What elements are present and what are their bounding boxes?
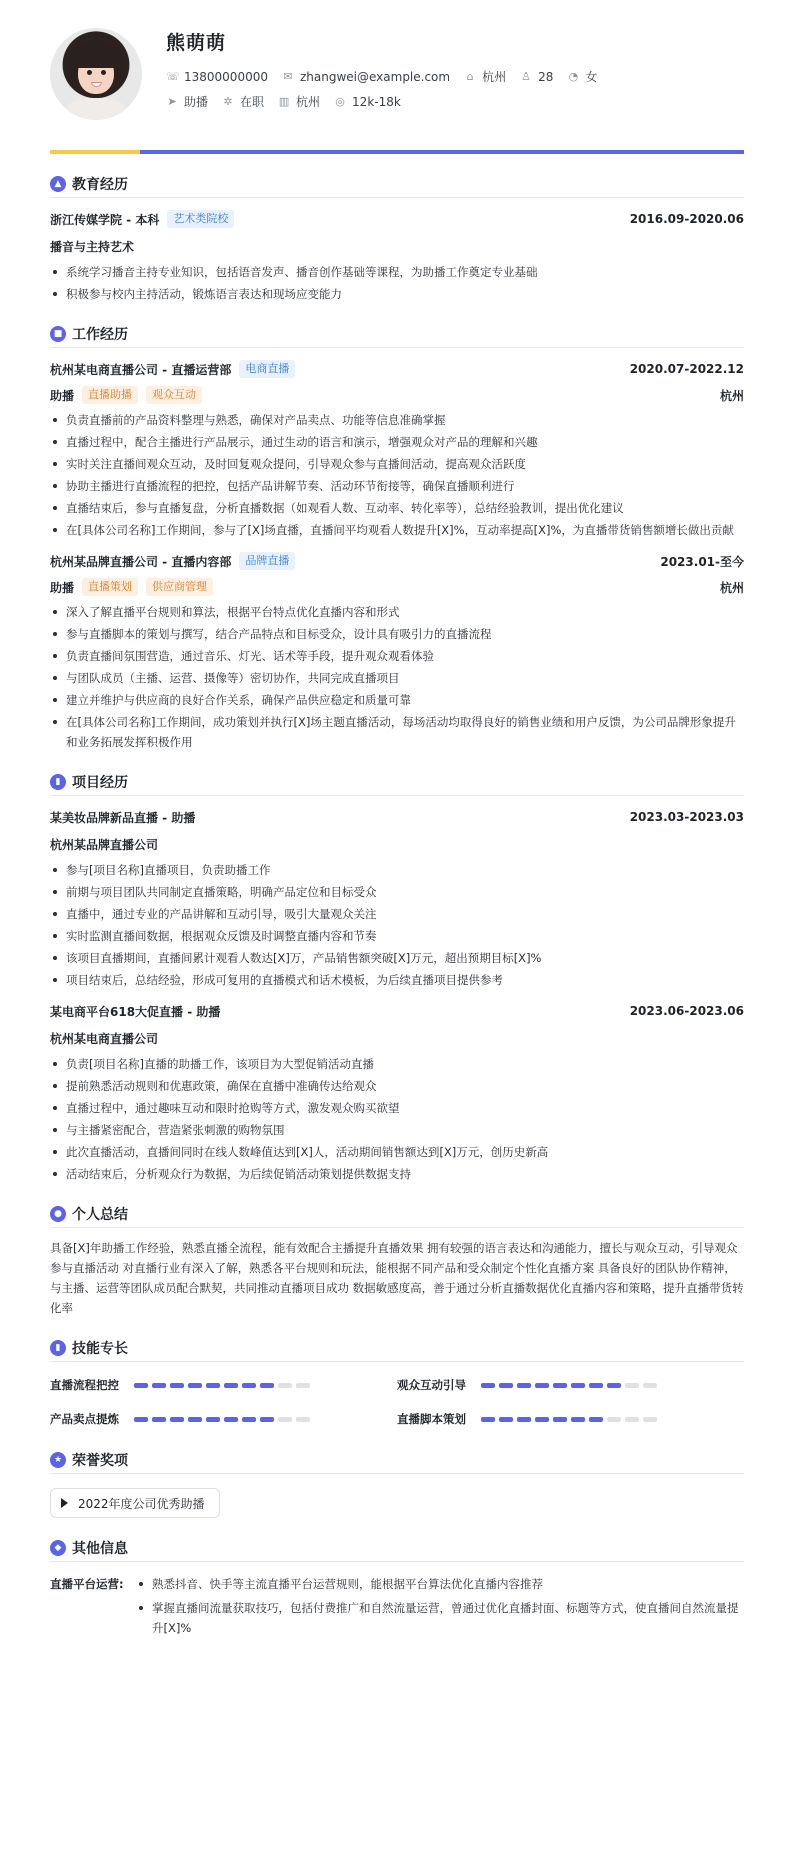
skill-segment [607, 1383, 621, 1388]
skill-name: 直播流程把控 [50, 1378, 119, 1392]
skill-segment [152, 1417, 166, 1422]
skill-segment [589, 1383, 603, 1388]
skill-segment [625, 1383, 639, 1388]
info-icon: ◆ [50, 1540, 66, 1556]
skill-segment [499, 1417, 513, 1422]
skill-level-bar [134, 1417, 314, 1422]
skill-item [397, 1408, 744, 1430]
email-icon: ✉ [283, 69, 293, 83]
other-label: 直播平台运营: [50, 1577, 124, 1591]
skill-segment [170, 1383, 184, 1388]
skill-segment [499, 1383, 513, 1388]
skill-item [50, 1374, 397, 1396]
project-entry [50, 806, 744, 990]
skill-segment [535, 1417, 549, 1422]
job-role: 助播 [50, 580, 75, 595]
header-accent-bar [50, 150, 744, 154]
work-bullets [50, 602, 744, 752]
school-name: 浙江传媒学院 - 本科 [50, 212, 160, 227]
skill-segment [553, 1417, 567, 1422]
job-status: 在职 [240, 95, 265, 109]
skill-item [397, 1374, 744, 1396]
age: 28 [538, 69, 554, 84]
status-icon: ✲ [223, 94, 233, 108]
bar-chart-icon: ▮ [50, 1340, 66, 1356]
skill-segment [170, 1417, 184, 1422]
skill-segment [517, 1383, 531, 1388]
work-entry [50, 550, 744, 752]
skill-tag: 观众互动 [146, 386, 202, 404]
section-title: 工作经历 [72, 326, 128, 343]
phone-icon: ☏ [166, 69, 180, 83]
company-name: 杭州某品牌直播公司 - 直播内容部 [50, 554, 232, 569]
skill-level-bar [134, 1383, 314, 1388]
list-item: 直播中，通过专业的产品讲解和互动引导，吸引大量观众关注 [50, 904, 744, 924]
school-tag: 艺术类院校 [167, 210, 234, 228]
project-period: 2023.03-2023.03 [629, 810, 744, 824]
skills-section [50, 1338, 744, 1430]
skill-segment [152, 1383, 166, 1388]
company-name: 杭州某电商直播公司 - 直播运营部 [50, 362, 232, 377]
home-icon: ⌂ [466, 69, 474, 83]
skill-segment [643, 1417, 657, 1422]
skill-level-bar [481, 1383, 661, 1388]
project-name: 某电商平台618大促直播 - 助播 [50, 1004, 221, 1019]
skill-segment [553, 1383, 567, 1388]
list-item: 直播过程中，通过趣味互动和限时抢购等方式，激发观众购买欲望 [50, 1098, 744, 1118]
list-item: 直播结束后，参与直播复盘，分析直播数据（如观看人数、互动率、转化率等），总结经验教训，提出优化建议 [50, 498, 744, 518]
skill-segment [589, 1417, 603, 1422]
intent-row [166, 89, 611, 114]
salary-icon: ◎ [335, 94, 345, 108]
gender: 女 [585, 70, 598, 84]
section-title: 其他信息 [72, 1540, 128, 1557]
industry-tag: 品牌直播 [239, 552, 295, 570]
expected-salary: 12k-18k [352, 94, 401, 109]
list-item: 建立并维护与供应商的良好合作关系，确保产品供应稳定和质量可靠 [50, 690, 744, 710]
list-item: 掌握直播间流量获取技巧，包括付费推广和自然流量运营，曾通过优化直播封面、标题等方式，使直播间自然流量提升[X]% [136, 1598, 744, 1638]
skill-segment [242, 1383, 256, 1388]
project-company: 杭州某电商直播公司 [50, 1032, 159, 1046]
skill-item [50, 1408, 397, 1430]
skill-level-bar [481, 1417, 661, 1422]
skill-segment [188, 1417, 202, 1422]
list-item: 此次直播活动，直播间同时在线人数峰值达到[X]人，活动期间销售额达到[X]万元，创历史新高 [50, 1142, 744, 1162]
skill-tag: 直播助播 [82, 386, 138, 404]
industry-tag: 电商直播 [239, 360, 295, 378]
list-item: 在[具体公司名称]工作期间，参与了[X]场直播，直播间平均观看人数提升[X]%，互动率提高[X]%，为直播带货销售额增长做出贡献 [50, 520, 744, 540]
list-item: 实时监测直播间数据，根据观众反馈及时调整直播内容和节奏 [50, 926, 744, 946]
skill-segment [296, 1383, 310, 1388]
work-period: 2023.01-至今 [660, 554, 744, 569]
job-role: 助播 [50, 388, 75, 403]
skill-segment [481, 1383, 495, 1388]
user-icon: ● [50, 1206, 66, 1222]
list-item: 深入了解直播平台规则和算法，根据平台特点优化直播内容和形式 [50, 602, 744, 622]
target-position: 助播 [184, 95, 209, 109]
gender-icon: ◔ [568, 69, 579, 83]
skill-name: 产品卖点提炼 [50, 1412, 119, 1426]
education-bullets [50, 262, 744, 304]
skill-segment [242, 1417, 256, 1422]
project-period: 2023.06-2023.06 [629, 1004, 744, 1018]
city: 杭州 [482, 70, 507, 84]
skill-segment [134, 1383, 148, 1388]
phone-number: 13800000000 [184, 69, 268, 84]
project-name: 某美妆品牌新品直播 - 助播 [50, 810, 196, 825]
skill-segment [260, 1417, 274, 1422]
skill-segment [535, 1383, 549, 1388]
list-item: 协助主播进行直播流程的把控，包括产品讲解节奏、活动环节衔接等，确保直播顺利进行 [50, 476, 744, 496]
list-item: 活动结束后，分析观众行为数据，为后续促销活动策划提供数据支持 [50, 1164, 744, 1184]
list-item: 参与[项目名称]直播项目，负责助播工作 [50, 860, 744, 880]
projects-section [50, 772, 744, 1184]
education-section [50, 174, 744, 304]
skill-tag: 供应商管理 [146, 578, 213, 596]
section-title: 个人总结 [72, 1206, 128, 1223]
project-bullets [50, 860, 744, 990]
candidate-name: 熊萌萌 [166, 32, 227, 54]
skill-segment [206, 1417, 220, 1422]
age-icon: ♙ [521, 69, 532, 83]
work-location: 杭州 [719, 580, 744, 595]
honors-section [50, 1450, 744, 1518]
list-item: 与主播紧密配合，营造紧张刺激的购物氛围 [50, 1120, 744, 1140]
graduation-cap-icon: ▲ [50, 176, 66, 192]
project-company: 杭州某品牌直播公司 [50, 838, 159, 852]
email-address: zhangwei@example.com [299, 69, 451, 84]
skill-tag: 直播策划 [82, 578, 138, 596]
work-location: 杭州 [719, 388, 744, 403]
award-badge [50, 1488, 220, 1518]
list-item: 系统学习播音主持专业知识，包括语音发声、播音创作基础等课程，为助播工作奠定专业基础 [50, 262, 744, 282]
list-item: 与团队成员（主播、运营、摄像等）密切协作，共同完成直播项目 [50, 668, 744, 688]
project-entry [50, 1000, 744, 1184]
section-title: 荣誉奖项 [72, 1452, 128, 1469]
skill-name: 观众互动引导 [397, 1378, 466, 1392]
list-item: 该项目直播期间，直播间累计观看人数达[X]万，产品销售额突破[X]万元，超出预期目标[X]% [50, 948, 744, 968]
section-title: 教育经历 [72, 176, 128, 193]
list-item: 在[具体公司名称]工作期间，成功策划并执行[X]场主题直播活动，每场活动均取得良好的销售业绩和用户反馈，为公司品牌形象提升和业务拓展发挥积极作用 [50, 712, 744, 752]
skill-segment [134, 1417, 148, 1422]
skill-segment [607, 1417, 621, 1422]
summary-section [50, 1204, 744, 1318]
skill-segment [206, 1383, 220, 1388]
list-item: 提前熟悉活动规则和优惠政策，确保在直播中准确传达给观众 [50, 1076, 744, 1096]
award-name: 2022年度公司优秀助播 [78, 1496, 205, 1511]
skill-segment [643, 1383, 657, 1388]
section-title: 项目经历 [72, 774, 128, 791]
section-title: 技能专长 [72, 1340, 128, 1357]
trophy-icon: ★ [50, 1452, 66, 1468]
skill-segment [224, 1383, 238, 1388]
skill-name: 直播脚本策划 [397, 1412, 466, 1426]
summary-text: 具备[X]年助播工作经验，熟悉直播全流程，能有效配合主播提升直播效果 拥有较强的语言表达和沟通能力，擅长与观众互动，引导观众参与直播活动 对直播行业有深入了解，熟悉各平台规则和玩法，能根据不同产品和受众制定个性化直播方案 具备良好的团队协作精神，与主播、运营等团队成员配合默契，共同推动直播项目成功 数据敏感度高，善于通过分析直播数据优化直播内容和策略，提升直播带货转化率 [50, 1241, 744, 1315]
list-item: 直播过程中，配合主播进行产品展示，通过生动的语言和演示，增强观众对产品的理解和兴趣 [50, 432, 744, 452]
project-bullets [50, 1054, 744, 1184]
contact-row [166, 64, 611, 89]
skill-segment [517, 1417, 531, 1422]
list-item: 项目结束后，总结经验，形成可复用的直播模式和话术模板，为后续直播项目提供参考 [50, 970, 744, 990]
list-item: 参与直播脚本的策划与撰写，结合产品特点和目标受众，设计具有吸引力的直播流程 [50, 624, 744, 644]
skill-segment [296, 1417, 310, 1422]
skill-segment [571, 1383, 585, 1388]
avatar [50, 28, 142, 120]
skill-segment [625, 1417, 639, 1422]
list-item: 熟悉抖音、快手等主流直播平台运营规则，能根据平台算法优化直播内容推荐 [136, 1574, 744, 1594]
work-period: 2020.07-2022.12 [629, 362, 744, 376]
other-section [50, 1538, 744, 1642]
work-section [50, 324, 744, 752]
list-item: 负责[项目名称]直播的助播工作，该项目为大型促销活动直播 [50, 1054, 744, 1074]
list-item: 前期与项目团队共同制定直播策略，明确产品定位和目标受众 [50, 882, 744, 902]
work-bullets [50, 410, 744, 540]
list-item: 负责直播前的产品资料整理与熟悉，确保对产品卖点、功能等信息准确掌握 [50, 410, 744, 430]
other-bullets [136, 1574, 744, 1642]
major: 播音与主持艺术 [50, 240, 135, 254]
resume-header [50, 28, 744, 140]
skill-segment [224, 1417, 238, 1422]
skill-segment [481, 1417, 495, 1422]
skills-grid [50, 1374, 744, 1430]
education-period: 2016.09-2020.06 [629, 212, 744, 226]
skill-segment [278, 1417, 292, 1422]
profile-info [166, 28, 611, 114]
target-city: 杭州 [296, 95, 321, 109]
bar-chart-icon: ▮ [50, 774, 66, 790]
send-icon: ➤ [167, 94, 177, 108]
skill-segment [260, 1383, 274, 1388]
play-icon [61, 1498, 68, 1508]
briefcase-icon: ■ [50, 326, 66, 342]
skill-segment [571, 1417, 585, 1422]
skill-segment [278, 1383, 292, 1388]
list-item: 积极参与校内主持活动，锻炼语言表达和现场应变能力 [50, 284, 744, 304]
work-entry [50, 358, 744, 540]
list-item: 负责直播间氛围营造，通过音乐、灯光、话术等手段，提升观众观看体验 [50, 646, 744, 666]
building-icon: ▥ [278, 94, 290, 108]
list-item: 实时关注直播间观众互动，及时回复观众提问，引导观众参与直播间活动，提高观众活跃度 [50, 454, 744, 474]
skill-segment [188, 1383, 202, 1388]
